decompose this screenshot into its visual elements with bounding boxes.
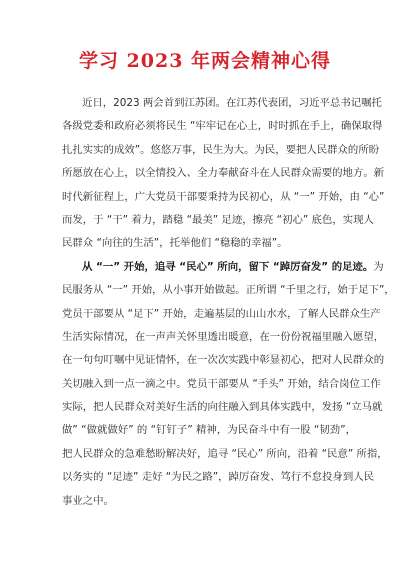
- paragraph-line: 生活实际情况，在一声声关怀里透出暖意，在一份份祝福里融入愿望，: [62, 330, 385, 343]
- paragraph-line: 以务实的 “足迹” 走好 “为民之路”，踔厉奋发、笃行不怠投身到人民: [62, 471, 374, 484]
- paragraph-lead-heading: 从 “一” 开始，追寻 “民心” 所向，留下 “踔厉奋发” 的足迹。: [82, 260, 374, 273]
- paragraph-line: 把人民群众的急难愁盼解决好，追寻 “民心” 所向，沿着 “民意” 所指，: [62, 447, 388, 460]
- paragraph-line: 近日，2023 两会首到江苏团。在江苏代表团，习近平总书记嘱托: [82, 97, 382, 109]
- paragraph-line: 民群众 “向往的生活”，托举他们 “稳稳的幸福”。: [62, 237, 288, 250]
- paragraph-line: 在一句句叮嘱中见证情怀，在一次次实践中彰显初心，把对人民群众的: [62, 354, 385, 367]
- paragraph-line: 做” “做就做好” 的 “钉钉子” 精神，为民奋斗中有一股 “韧劲”，: [62, 424, 356, 437]
- paragraph-lead-line: [62, 256, 384, 279]
- paragraph-line: 所愿放在心上，以全情投入、全力奉献奋斗在人民群众需要的地方。新: [62, 167, 385, 180]
- paragraph-line: 各级党委和政府必须将民生 “牢牢记在心上，时时抓在手上，确保取得: [62, 120, 383, 133]
- paragraph-line: 党员干部要从 “足下” 开始，走遍基层的山山水水，了解人民群众生产: [62, 307, 381, 320]
- paragraph-line: 而发，于 “干” 着力，踏稳 “最美” 足迹，擦亮 “初心” 底色，实现人: [62, 213, 374, 226]
- paragraph-line: 事业之中。: [62, 494, 114, 507]
- paragraph-line: 民服务从 “一” 开始，从小事开始做起。正所谓 “千里之行，始于足下”，: [62, 284, 395, 297]
- document-title: 学习 2023 年两会精神心得: [78, 50, 332, 72]
- paragraph-line: 实际，把人民群众对美好生活的向往融入到具体实践中，发扬 “立马就: [62, 401, 383, 414]
- paragraph-line: 关切融入到一点一滴之中。党员干部要从 “手头” 开始，结合岗位工作: [62, 377, 381, 390]
- paragraph-line: 扎扎实实的成效”。悠悠万事，民生为大。为民，要把人民群众的所盼: [62, 143, 380, 156]
- document-body: [62, 92, 395, 513]
- paragraph-1: [62, 92, 385, 256]
- paragraph-lead-tail: 为: [373, 260, 384, 273]
- paragraph-2: [62, 256, 395, 513]
- paragraph-line: 时代新征程上，广大党员干部要秉持为民初心，从 “一” 开始，由 “心”: [62, 190, 385, 203]
